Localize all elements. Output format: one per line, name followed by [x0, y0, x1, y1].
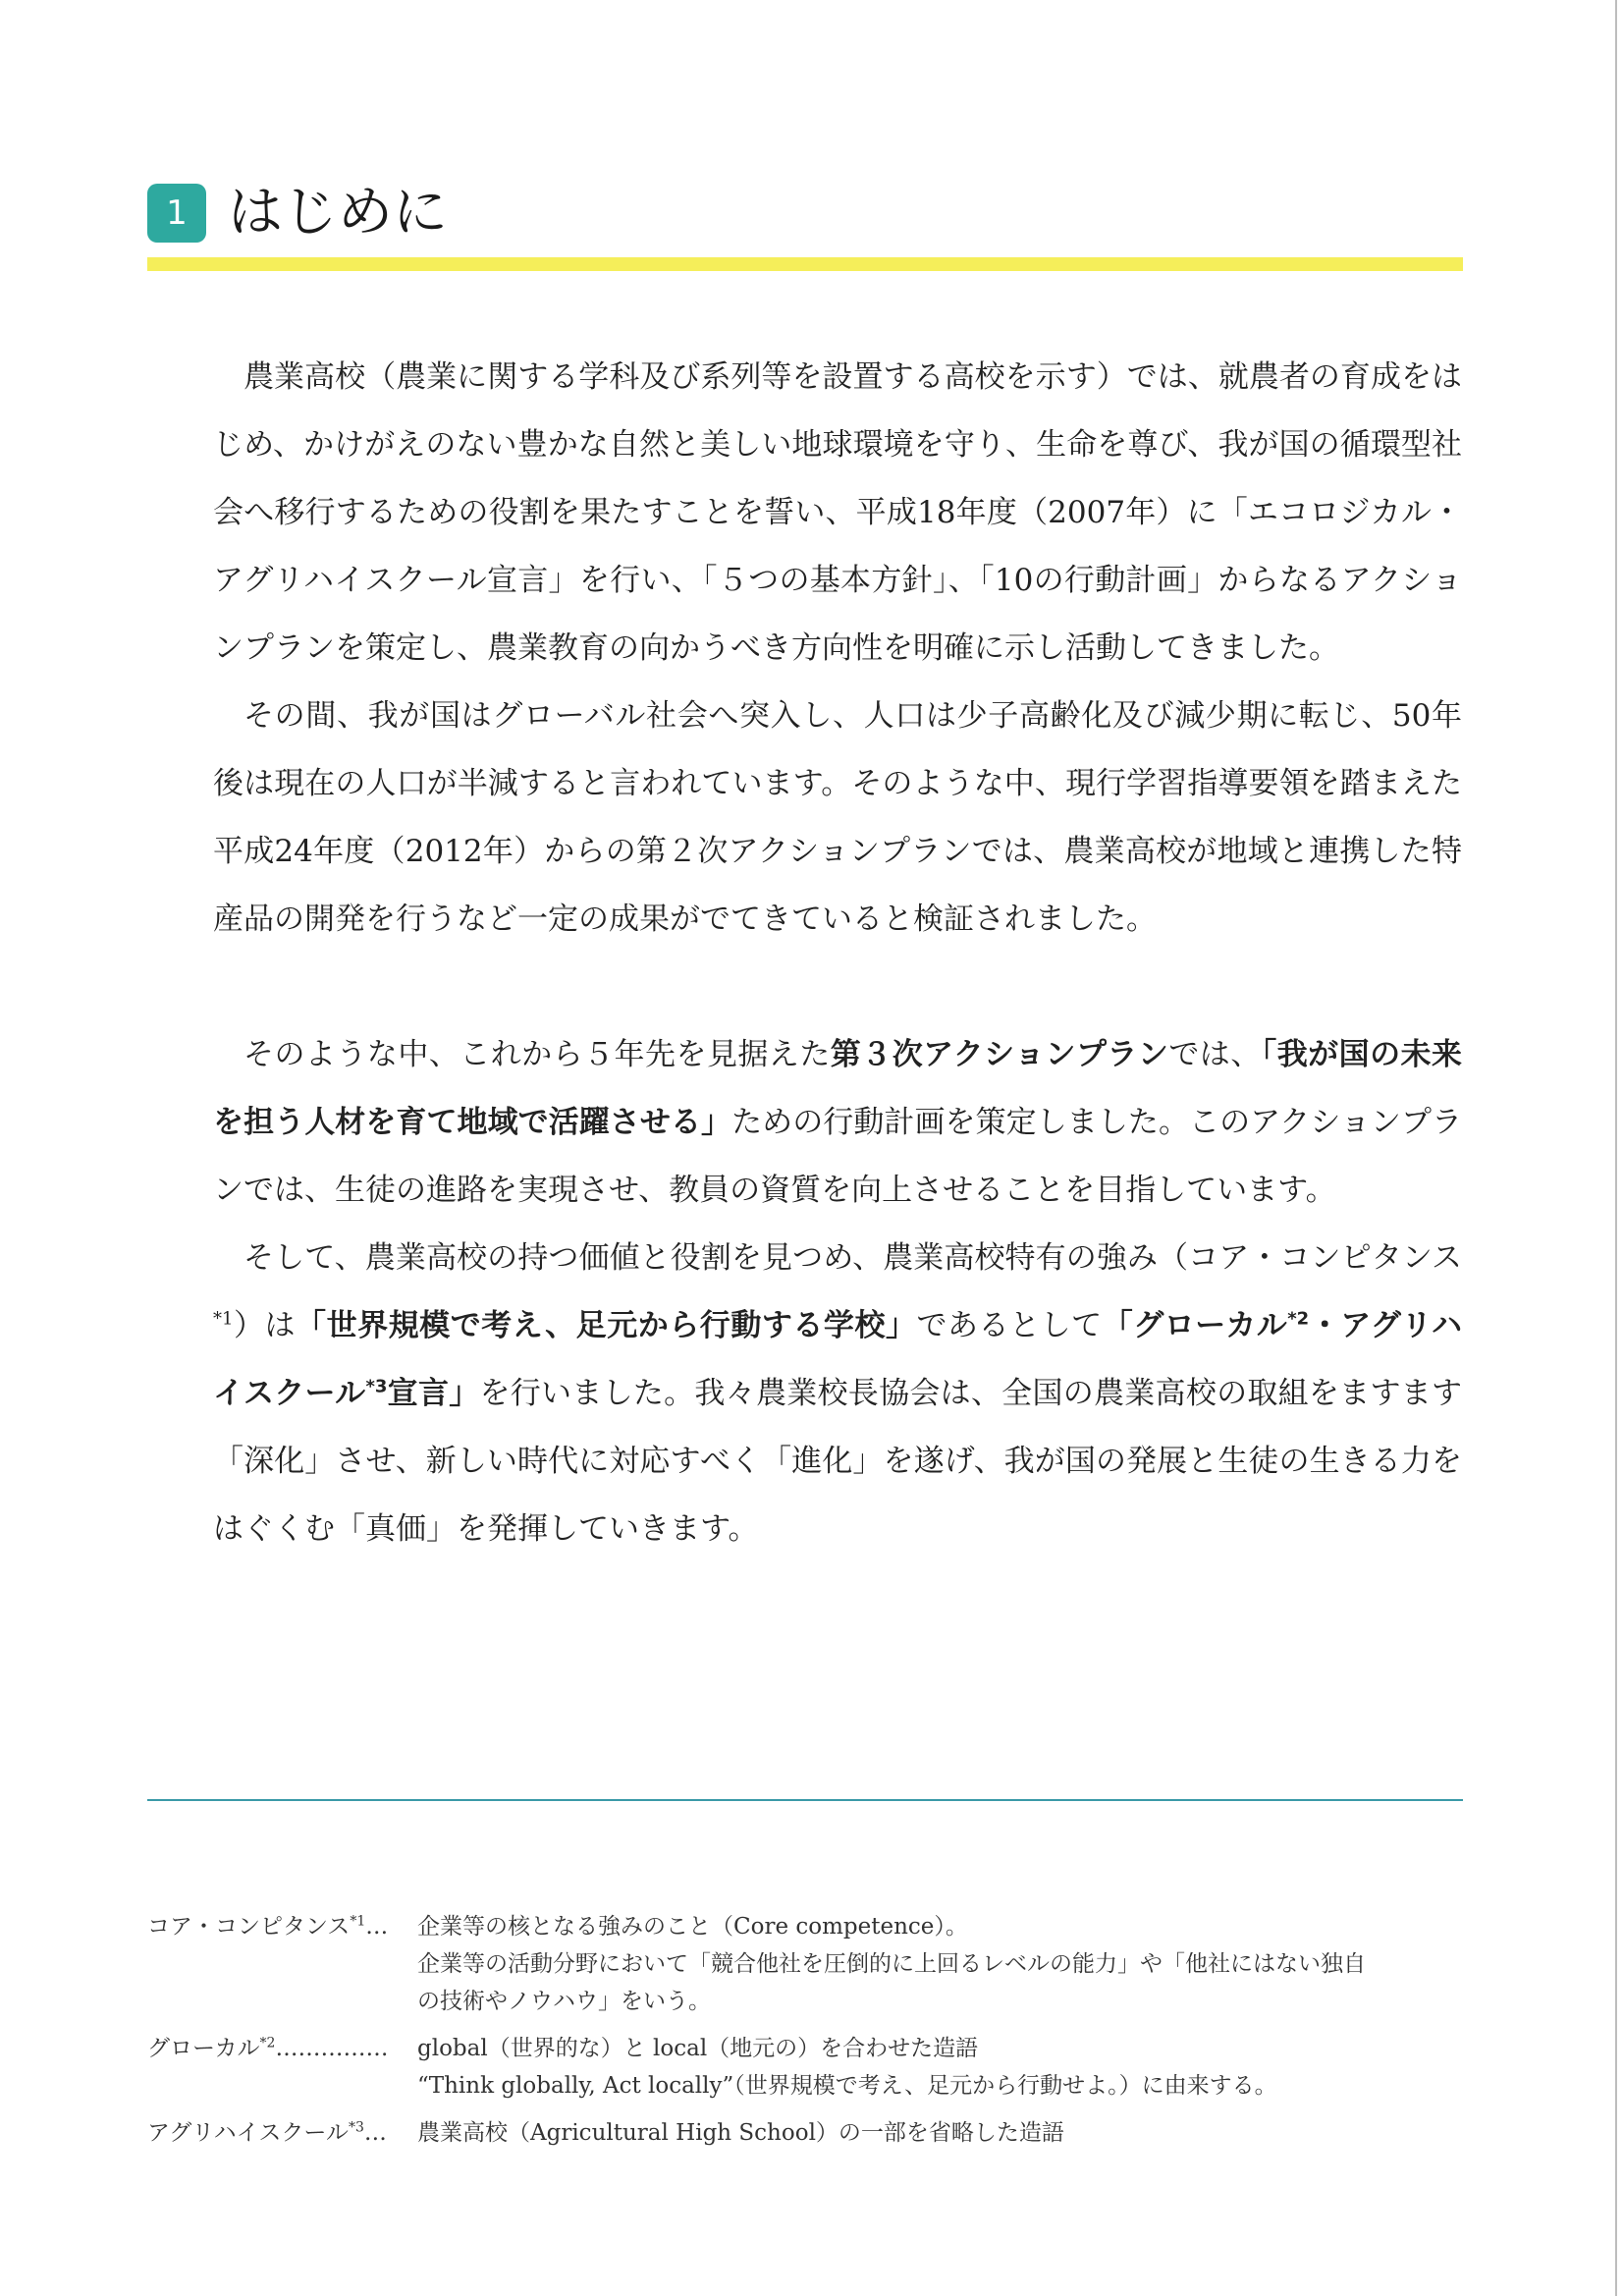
footnote-body	[417, 2114, 1463, 2152]
section-title: はじめに	[228, 181, 448, 245]
footnote-term-text: グローカル	[147, 2036, 260, 2061]
paragraph-4-text-a: そして、農業高校の持つ価値と役割を見つめ、農業高校特有の強み（コア・コンピタンス	[243, 1240, 1462, 1276]
paragraph-3-text-c: では、	[1168, 1037, 1262, 1072]
footnote-1	[147, 1908, 1463, 2020]
paragraph-4-text-h: を行いました。我々農業校長協会は、全国の農業高校の取組をますます「深化」させ、新しい時代に対応すべく「進化」を遂げ、我が国の発展と生徒の生きる力をはぐくむ「真価」を発揮していきます。	[213, 1376, 1463, 1547]
footnotes	[147, 1908, 1463, 2161]
mission-emphasis: 「我が国の未来を担う人材を育て地域で活躍させる」	[213, 1037, 1463, 1140]
footnote-ref-2: *2	[1287, 1308, 1310, 1330]
paragraph-1: 農業高校（農業に関する学科及び系列等を設置する高校を示す）では、就農者の育成をはじめ、かけがえのない豊かな自然と美しい地球環境を守り、生命を尊び、我が国の循環型社会へ移行するための役割を果たすことを誓い、平成18年度（2007年）に「エコロジカル・アグリハイスクール宣言」を行い、「５つの基本方針」、「10の行動計画」からなるアクションプランを策定し、農業教育の向かうべき方向性を明確に示し活動してきました。	[213, 359, 1462, 666]
paragraph-2: その間、我が国はグローバル社会へ突入し、人口は少子高齢化及び減少期に転じ、50年後は現在の人口が半減すると言われています。そのような中、現行学習指導要領を踏まえた平成24年度（2012年）からの第２次アクションプランでは、農業高校が地域と連携した特産品の開発を行うなど一定の成果がでてきていると検証されました。	[213, 698, 1462, 937]
footnote-leader: …	[365, 1914, 389, 1940]
footnote-3	[147, 2114, 1463, 2152]
footnote-leader: …	[363, 2120, 387, 2146]
footnote-divider	[147, 1799, 1463, 1801]
footnote-term	[147, 2030, 417, 2105]
action-plan-emphasis: 第３次アクションプラン	[830, 1037, 1169, 1072]
footnote-line: global（世界的な）と local（地元の）を合わせた造語	[417, 2036, 979, 2061]
footnote-marker: *1	[350, 1913, 366, 1930]
page-edge	[1615, 0, 1617, 2296]
section-header	[147, 180, 1463, 248]
footnote-2	[147, 2030, 1463, 2105]
footnote-term	[147, 1908, 417, 2020]
paragraph-3-text-a: そのような中、これから５年先を見据えた	[243, 1037, 831, 1072]
footnote-leader: ……………	[275, 2036, 389, 2061]
school-motto-emphasis: 「世界規模で考え、足元から行動する学校」	[296, 1308, 917, 1343]
footnote-term-text: アグリハイスクール	[147, 2120, 349, 2146]
footnote-ref-3: *3	[365, 1376, 388, 1397]
footnote-term	[147, 2114, 417, 2152]
footnote-term-text: コア・コンピタンス	[147, 1914, 351, 1940]
declaration-part-1: 「グローカル	[1102, 1308, 1288, 1343]
footnote-line: 企業等の核となる強みのこと（Core competence）。	[417, 1914, 968, 1940]
footnote-body	[417, 1908, 1463, 2020]
footnote-line: 企業等の活動分野において「競合他社を圧倒的に上回るレベルの能力」や「他社にはない独自	[417, 1951, 1366, 1977]
paragraph-3-text-e: ための行動計画を策定しました。このアクションプランでは、生徒の進路を実現させ、教員の資質を向上させることを目指しています。	[213, 1105, 1463, 1208]
footnote-marker: *2	[259, 2035, 276, 2051]
footnote-line: の技術やノウハウ」をいう。	[417, 1989, 711, 2014]
declaration-part-2: ・アグリハイスクール	[213, 1308, 1462, 1411]
footnote-body	[417, 2030, 1463, 2105]
section-number-badge: 1	[147, 184, 206, 243]
title-underline	[147, 257, 1463, 271]
footnote-ref-1: *1	[213, 1308, 234, 1330]
paragraph-4	[213, 1225, 1462, 1563]
footnote-marker: *3	[348, 2119, 364, 2136]
footnote-line: 農業高校（Agricultural High School）の一部を省略した造語	[417, 2120, 1064, 2146]
footnote-line: “Think globally, Act locally”（世界規模で考え、足元から行動せよ。）に由来する。	[417, 2073, 1277, 2099]
body-text	[213, 344, 1462, 1563]
paragraph-3	[213, 1021, 1462, 1225]
declaration-part-3: 宣言」	[387, 1376, 480, 1411]
paragraph-4-text-d: であるとして	[916, 1308, 1103, 1343]
paragraph-4-text-b: ）は	[233, 1308, 297, 1343]
